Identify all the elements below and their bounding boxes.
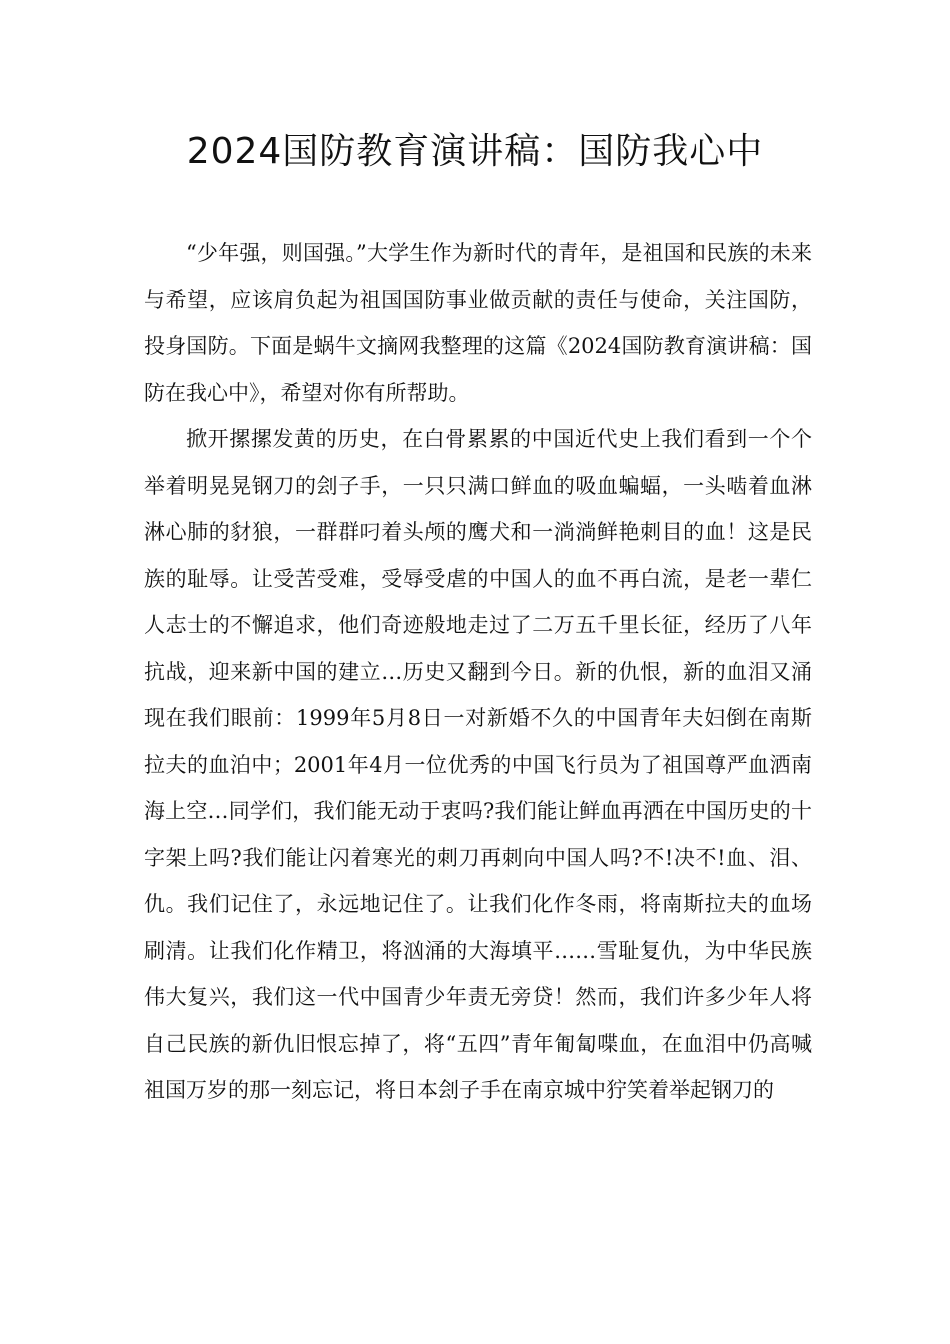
document-body (144, 230, 812, 1114)
paragraph-intro: “少年强，则国强。”大学生作为新时代的青年，是祖国和民族的未来与希望，应该肩负起为祖国国防事业做贡献的责任与使命，关注国防，投身国防。下面是蜗牛文摘网我整理的这篇《2024国防教育演讲稿：国防在我心中》，希望对你有所帮助。 (144, 241, 812, 405)
paragraph-history: 掀开摞摞发黄的历史，在白骨累累的中国近代史上我们看到一个个举着明晃晃钢刀的刽子手，一只只满口鲜血的吸血蝙蝠，一头啮着血淋淋心肺的豺狼，一群群叼着头颅的鹰犬和一淌淌鲜艳刺目的血！这是民族的耻辱。让受苦受难，受辱受虐的中国人的血不再白流，是老一辈仁人志士的不懈追求，他们奇迹般地走过了二万五千里长征，经历了八年抗战，迎来新中国的建立…历史又翻到今日。新的仇恨，新的血泪又涌现在我们眼前：1999年5月8日一对新婚不久的中国青年夫妇倒在南斯拉夫的血泊中；2001年4月一位优秀的中国飞行员为了祖国尊严血洒南海上空…同学们，我们能无动于衷吗?我们能让鲜血再洒在中国历史的十字架上吗?我们能让闪着寒光的刺刀再刺向中国人吗?不!决不!血、泪、仇。我们记住了，永远地记住了。让我们化作冬雨，将南斯拉夫的血场刷清。让我们化作精卫，将汹涌的大海填平……雪耻复仇，为中华民族伟大复兴，我们这一代中国青少年责无旁贷！然而，我们许多少年人将自己民族的新仇旧恨忘掉了，将“五四”青年匍匐喋血，在血泪中仍高喊祖国万岁的那一刻忘记，将日本刽子手在南京城中狞笑着举起钢刀的 (144, 427, 812, 1102)
document-title: 2024国防教育演讲稿：国防我心中 (186, 131, 764, 172)
